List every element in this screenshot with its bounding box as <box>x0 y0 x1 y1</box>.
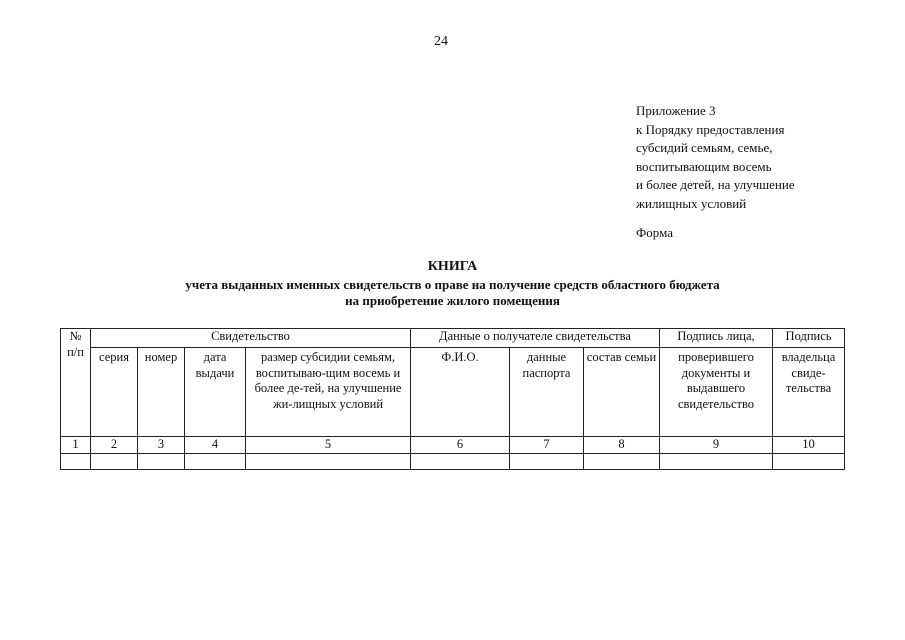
title-line-2: на приобретение жилого помещения <box>345 293 560 308</box>
document-title <box>0 259 905 310</box>
header-recipient: Данные о получателе свидетельства <box>411 329 660 348</box>
appendix-line: воспитывающим восемь <box>636 158 772 174</box>
empty-cell <box>773 454 845 470</box>
header-num-symbol: № <box>69 329 82 343</box>
empty-cell <box>510 454 584 470</box>
header-signature-owner: Подпись <box>773 329 845 348</box>
appendix-note <box>636 102 795 214</box>
empty-cell <box>660 454 773 470</box>
title-main: КНИГА <box>427 259 478 274</box>
empty-cell <box>91 454 138 470</box>
header-num <box>61 329 91 437</box>
empty-cell <box>584 454 660 470</box>
column-number: 7 <box>510 437 584 454</box>
empty-cell <box>185 454 246 470</box>
column-number: 5 <box>246 437 411 454</box>
column-number: 3 <box>138 437 185 454</box>
column-number-row <box>61 437 845 454</box>
column-number: 1 <box>61 437 91 454</box>
empty-entry-row <box>61 454 845 470</box>
col-owner: владельца свиде-тельства <box>773 348 845 437</box>
column-number: 2 <box>91 437 138 454</box>
empty-cell <box>138 454 185 470</box>
empty-cell <box>246 454 411 470</box>
col-issuer: проверившего документы и выдавшего свидетельство <box>660 348 773 437</box>
col-passport: данные паспорта <box>510 348 584 437</box>
title-line-1: учета выданных именных свидетельств о праве на получение средств областного бюджета <box>185 276 720 292</box>
column-number: 9 <box>660 437 773 454</box>
form-label: Форма <box>636 225 673 240</box>
header-signature-issuer: Подпись лица, <box>660 329 773 348</box>
appendix-line: Приложение 3 <box>636 103 716 118</box>
empty-cell <box>61 454 91 470</box>
appendix-line: субсидий семьям, семье, <box>636 140 773 156</box>
column-number: 6 <box>411 437 510 454</box>
appendix-line: жилищных условий <box>636 195 747 211</box>
col-number: номер <box>138 348 185 437</box>
col-subsidy: размер субсидии семьям, воспитываю-щим восемь и более де-тей, на улучшение жи-лищных условий <box>246 348 411 437</box>
col-fio: Ф.И.О. <box>411 348 510 437</box>
col-date: дата выдачи <box>185 348 246 437</box>
column-number: 4 <box>185 437 246 454</box>
col-family: состав семьи <box>584 348 660 437</box>
appendix-line: и более детей, на улучшение <box>636 177 795 193</box>
table-subheader-row <box>61 348 845 437</box>
registration-book-table <box>60 328 845 470</box>
column-number: 8 <box>584 437 660 454</box>
appendix-line: к Порядку предоставления <box>636 121 785 137</box>
header-num-label: п/п <box>67 344 84 359</box>
empty-cell <box>411 454 510 470</box>
table-header-row <box>61 329 845 348</box>
header-certificate: Свидетельство <box>91 329 411 348</box>
page-number: 24 <box>434 34 448 49</box>
column-number: 10 <box>773 437 845 454</box>
col-series: серия <box>91 348 138 437</box>
